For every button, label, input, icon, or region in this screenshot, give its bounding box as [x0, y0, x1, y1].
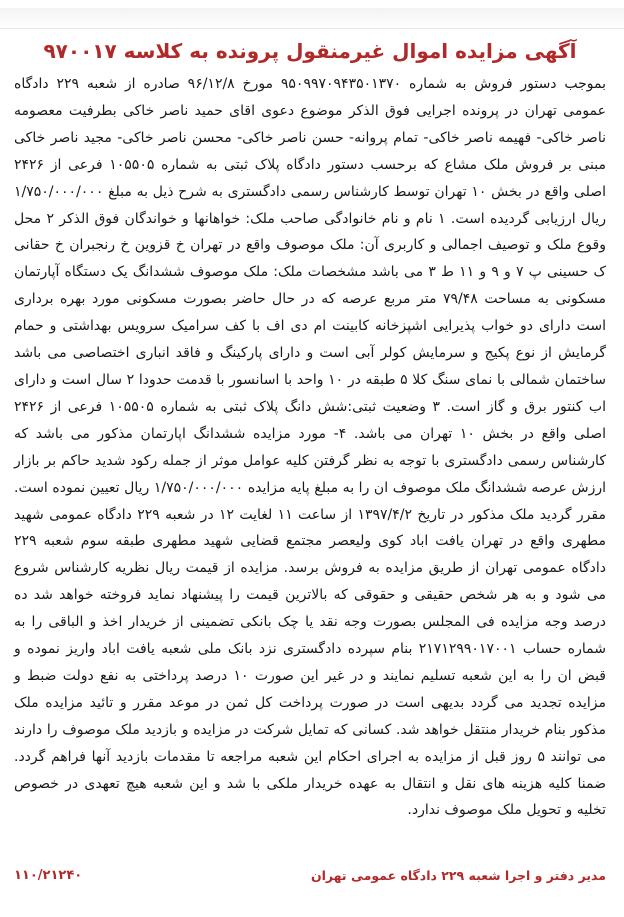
header-strip — [0, 8, 624, 29]
notice-footer — [14, 868, 606, 883]
signer-line: مدیر دفتر و اجرا شعبه ۲۲۹ دادگاه عمومی تهران — [310, 868, 606, 883]
notice-title: آگهی مزایده اموال غیرمنقول پرونده به کلاسه ۹۷۰۰۱۷ — [43, 39, 577, 63]
reference-number: ۱۱۰/۲۱۲۴۰ — [14, 868, 83, 883]
notice-body — [14, 71, 606, 824]
notice-paragraph: بموجب دستور فروش به شماره ۹۵۰۹۹۷۰۹۴۳۵۰۱۳۷۰ مورخ ۹۶/۱۲/۸ صادره از شعبه ۲۲۹ دادگاه عمومی تهران در پرونده اجرایی فوق الذکر موضوع دعوی اقای حمید ناصر خاکی بطرفیت معصومه ناصر خاکی- فهیمه ناصر خاکی- تمام پروانه- حسن ناصر خاکی- محسن ناصر خاکی- مجید ناصر خاکی مبنی بر فروش ملک مشاع که برحسب دستور دادگاه پلاک ثبتی به شماره ۱۰۵۵۰۵ فرعی از ۲۴۲۶ اصلی واقع در بخش ۱۰ تهران توسط کارشناس رسمی دادگستری به شرح ذیل به مبلغ ۱/۷۵۰/۰۰۰/۰۰۰ ریال ارزیابی گردیده است. ۱ نام و نام خانوادگی صاحب ملک: خواهانها و خواندگان فوق الذکر ۲ محل وقوع ملک و توصیف اجمالی و کاربری آن: ملک موصوف واقع در تهران خ قزوین خ رنجبران خ حقانی ک حسینی پ ۷ و ۹ و ۱۱ ط ۳ می باشد مشخصات ملک: ملک موصوف ششدانگ یک دستگاه آپارتمان مسکونی به مساحت ۷۹/۴۸ متر مربع عرصه که در حال حاضر بصورت مسکونی مورد بهره برداری است دارای دو خواب پذیرایی اشپزخانه کابینت ام دی اف با کف سرامیک سرویس بهداشتی و حمام گرمایش از نوع پکیج و سرمایش کولر آبی است و دارای پارکینگ و فاقد انباری اختصاصی می باشد ساختمان شمالی با نمای سنگ کلا ۵ طبقه در ۱۰ واحد با اسانسور با قدمت حدودا ۲ سال است و دارای اب کنتور برق و گاز است. ۳ وضعیت ثبتی:شش دانگ پلاک ثبتی به شماره ۱۰۵۵۰۵ فرعی از ۲۴۲۶ اصلی واقع در بخش ۱۰ تهران می باشد. ۴- مورد مزایده ششدانگ اپارتمان مذکور می باشد که کارشناس رسمی دادگستری با توجه به نظر گرفتن کلیه عوامل موثر از جمله رکود شدید حاکم بر بازار ارزش عرصه ششدانگ ملک موصوف ان را به مبلغ پایه مزایده ۱/۷۵۰/۰۰۰/۰۰۰ ریال تعیین نموده است. مقرر گردید ملک مذکور در تاریخ ۱۳۹۷/۴/۲ از ساعت ۱۱ لغایت ۱۲ در شعبه ۲۲۹ دادگاه عمومی شهید مطهری واقع در تهران یافت اباد کوی ولیعصر مجتمع قضایی شهید مطهری طبقه سوم شعبه ۲۲۹ دادگاه عمومی تهران از طریق مزایده به فروش برسد. مزایده از قیمت ریال نظریه کارشناس شروع می شود و به هر شخص حقیقی و حقوقی که بالاترین قیمت را پیشنهاد نماید فروخته خواهد شد ده درصد وجه مزایده فی المجلس بصورت وجه نقد یا چک بانکی تضمینی از خریدار اخذ و الباقی را به شماره حساب ۲۱۷۱۲۹۹۰۱۷۰۰۱ بنام سپرده دادگستری نزد بانک ملی شعبه یافت اباد واریز نموده و قبض ان را به این شعبه تسلیم نمایند و در غیر این صورت ۱۰ درصد پرداختی به نفع دولت ضبط و مزایده تجدید می گردد بدیهی است در صورت پرداخت کل ثمن در موعد مقرر و تائید مزایده ملک مذکور بنام خریدار منتقل خواهد شد. کسانی که تمایل شرکت در مزایده و بازدید ملک موصوف را دارند می توانند ۵ روز قبل از مزایده به اجرای احکام این شعبه مراجعه تا مقدمات بازدید آنها فراهم گردد. ضمنا کلیه هزینه های نقل و انتقال به عهده خریدار ملکی با شد و این شعبه هیچ تعهدی در خصوص تخلیه و تحویل ملک موصوف ندارد. — [14, 76, 607, 819]
